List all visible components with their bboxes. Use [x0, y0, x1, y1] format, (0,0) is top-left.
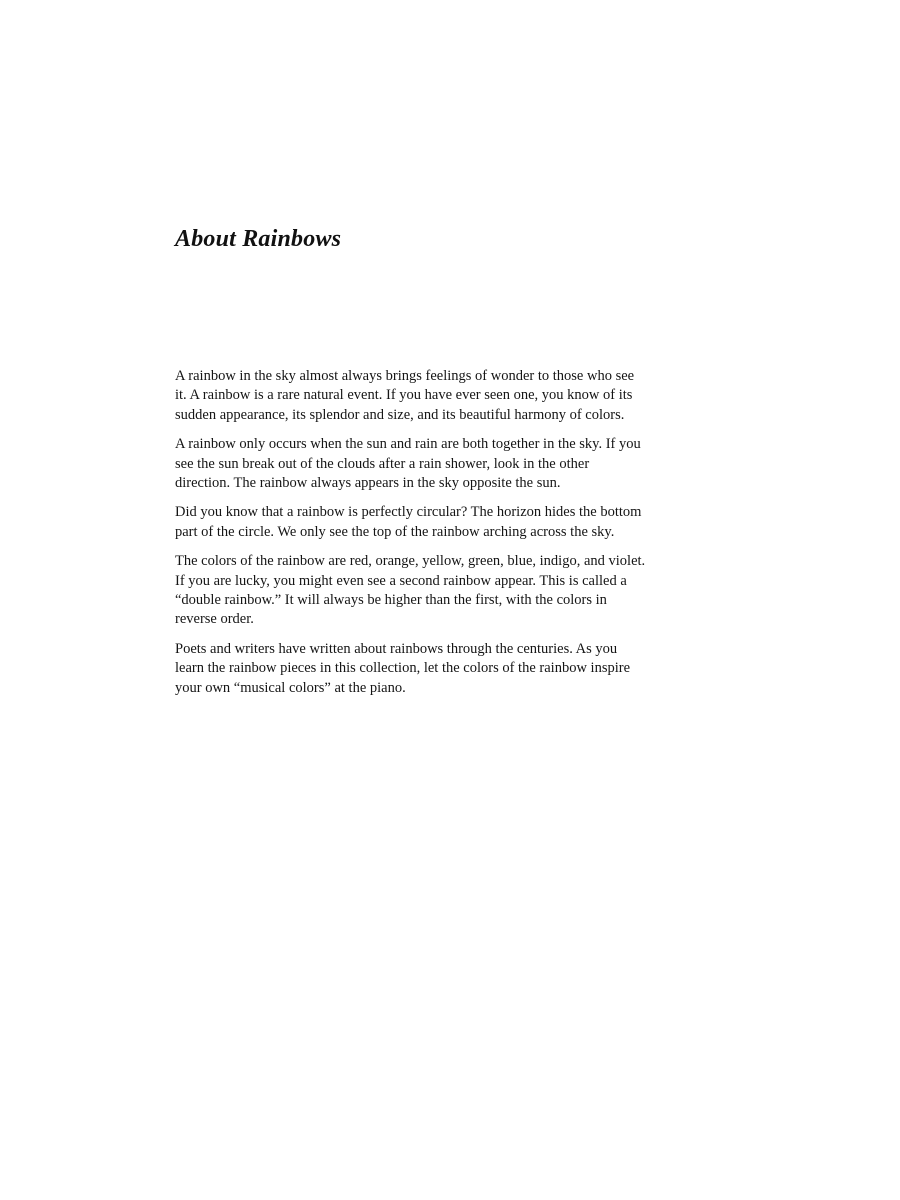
page-title: About Rainbows: [175, 226, 342, 252]
paragraph-3: Did you know that a rainbow is perfectly circular? The horizon hides the bottom part of the circle. We only see the top of the rainbow arching across the sky.: [175, 504, 642, 540]
paragraph-4: The colors of the rainbow are red, orange, yellow, green, blue, indigo, and violet. If you are lucky, you might even see a second rainbow appear. This is called a “double rainbow.” It will always be higher than the first, with the colors in reverse order.: [175, 553, 646, 628]
paragraph-2: A rainbow only occurs when the sun and rain are both together in the sky. If you see the sun break out of the clouds after a rain shower, look in the other direction. The rainbow always appears in the sky opposite the sun.: [175, 436, 641, 492]
paragraph-5: Poets and writers have written about rainbows through the centuries. As you learn the rainbow pieces in this collection, let the colors of the rainbow inspire your own “musical colors” at the piano.: [175, 640, 631, 696]
body-text: [175, 367, 647, 708]
paragraph-1: A rainbow in the sky almost always brings feelings of wonder to those who see it. A rainbow is a rare natural event. If you have ever seen one, you know of its sudden appearance, its splendor and size, and its beautiful harmony of colors.: [175, 368, 635, 423]
